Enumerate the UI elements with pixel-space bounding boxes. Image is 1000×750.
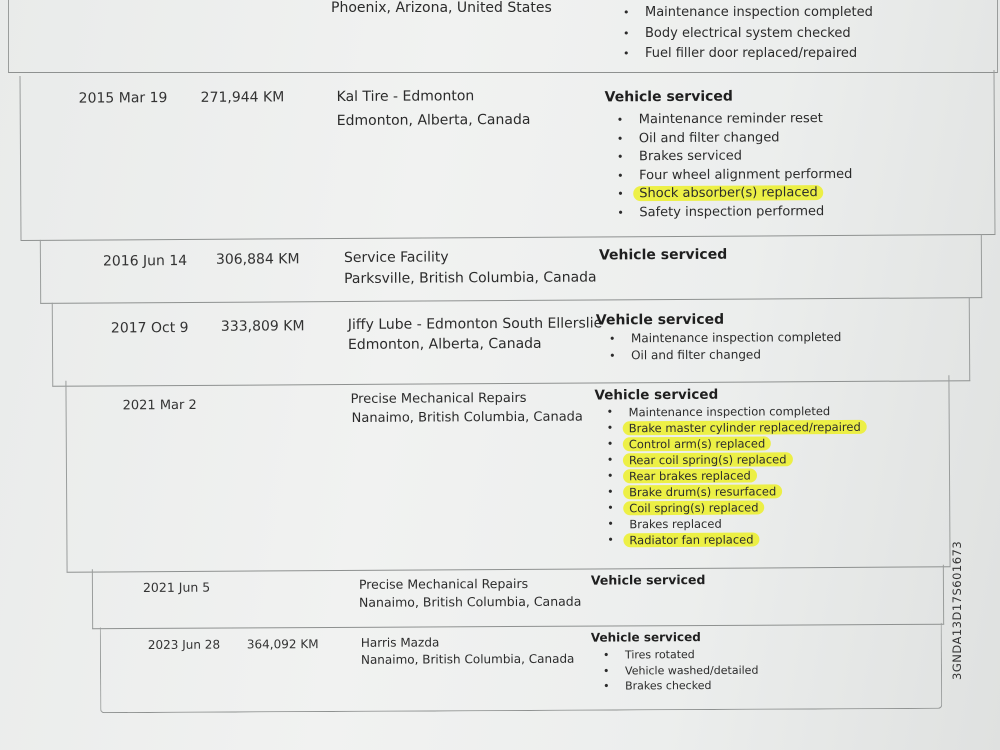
record-status: Vehicle serviced [590,572,706,588]
service-item [605,499,867,517]
service-item [605,419,867,437]
record-status: Vehicle serviced [595,311,725,329]
service-record-row [40,234,982,304]
record-odometer: 364,092 KM [246,637,319,652]
service-item: • Body electrical system checked [621,25,873,44]
service-items-list [615,110,853,222]
record-location: Edmonton, Alberta, Canada [347,335,542,353]
record-facility: Kal Tire - Edmonton [336,88,475,106]
service-item [605,531,867,549]
service-item [605,435,867,453]
service-item [615,147,852,167]
service-item-text: Maintenance inspection completed [628,404,831,420]
service-record-row [65,375,950,572]
highlighted-item-text: Brake master cylinder replaced/repaired [623,420,867,435]
service-item-text: Vehicle washed/detailed [624,663,759,677]
record-location: Phoenix, Arizona, United States [331,0,552,16]
service-item [615,184,852,204]
record-location: Nanaimo, British Columbia, Canada [360,651,575,667]
service-item [601,662,758,678]
record-date: 2023 Jun 28 [147,637,221,652]
record-status: Vehicle serviced [590,630,701,645]
service-item [605,515,867,533]
record-odometer: 271,944 KM [200,89,285,106]
service-item-text: Safety inspection performed [639,203,825,220]
service-item-text: Four wheel alignment performed [639,166,853,183]
service-items-list [621,4,873,64]
record-facility: Harris Mazda [360,635,440,650]
record-facility: Precise Mechanical Repairs [358,575,529,592]
service-item-text: Maintenance inspection completed [630,329,842,346]
service-items-list [601,647,759,694]
highlighted-item-text: Coil spring(s) replaced [623,500,764,515]
service-item-text: Brakes serviced [638,148,743,165]
service-item [607,329,841,347]
record-status: Vehicle serviced [598,246,728,264]
record-odometer: 306,884 KM [215,251,300,268]
record-date: 2015 Mar 19 [78,90,168,107]
service-item-text: Oil and filter changed [631,347,761,363]
record-date: 2021 Jun 5 [142,579,211,595]
service-item [615,110,852,130]
service-item [605,467,867,485]
record-status: Vehicle serviced [594,386,719,404]
service-item [607,346,841,364]
service-item-text: Tires rotated [624,648,695,662]
service-record-row [52,297,970,387]
service-item-text: Brakes checked [625,679,712,693]
highlighted-item-text: Brake drum(s) resurfaced [623,484,782,499]
record-facility: Jiffy Lube - Edmonton South Ellerslie [347,315,603,333]
service-item [601,647,758,663]
vin-number: 3GNDA13D17S601673 [950,540,964,680]
highlighted-item-text: Control arm(s) replaced [623,436,772,451]
service-item: • Maintenance inspection completed [621,4,873,23]
service-item-text: Maintenance reminder reset [638,111,823,128]
service-item [605,403,867,421]
service-items-list [605,403,868,549]
record-facility: Precise Mechanical Repairs [350,390,527,407]
record-facility: Service Facility [343,249,449,267]
record-date: 2017 Oct 9 [110,319,189,337]
service-item-text: Oil and filter changed [638,129,780,146]
record-location: Nanaimo, British Columbia, Canada [351,409,583,426]
record-status: Vehicle serviced [604,88,733,106]
highlighted-item-text: Rear brakes replaced [623,468,757,483]
record-odometer: 333,809 KM [220,318,305,335]
service-record-row [92,565,944,629]
service-record-row-partial [8,0,998,73]
record-location: Parksville, British Columbia, Canada [344,269,597,288]
highlighted-item-text: Shock absorber(s) replaced [633,185,824,201]
service-item [605,483,867,501]
service-item [615,128,852,148]
service-record-row [20,70,996,241]
record-date: 2016 Jun 14 [102,252,188,270]
service-item [605,451,867,469]
service-item [615,165,852,185]
record-location: Nanaimo, British Columbia, Canada [358,593,582,610]
highlighted-item-text: Radiator fan replaced [623,532,759,547]
service-items-list [607,329,842,364]
service-item [615,202,852,222]
service-record-row [100,623,942,713]
highlighted-item-text: Rear coil spring(s) replaced [623,452,793,467]
record-location: Edmonton, Alberta, Canada [336,111,531,130]
service-item: • Fuel filler door replaced/repaired [621,45,873,64]
record-date: 2021 Mar 2 [122,397,197,414]
service-item-text: Brakes replaced [629,516,722,532]
service-item [601,678,758,694]
